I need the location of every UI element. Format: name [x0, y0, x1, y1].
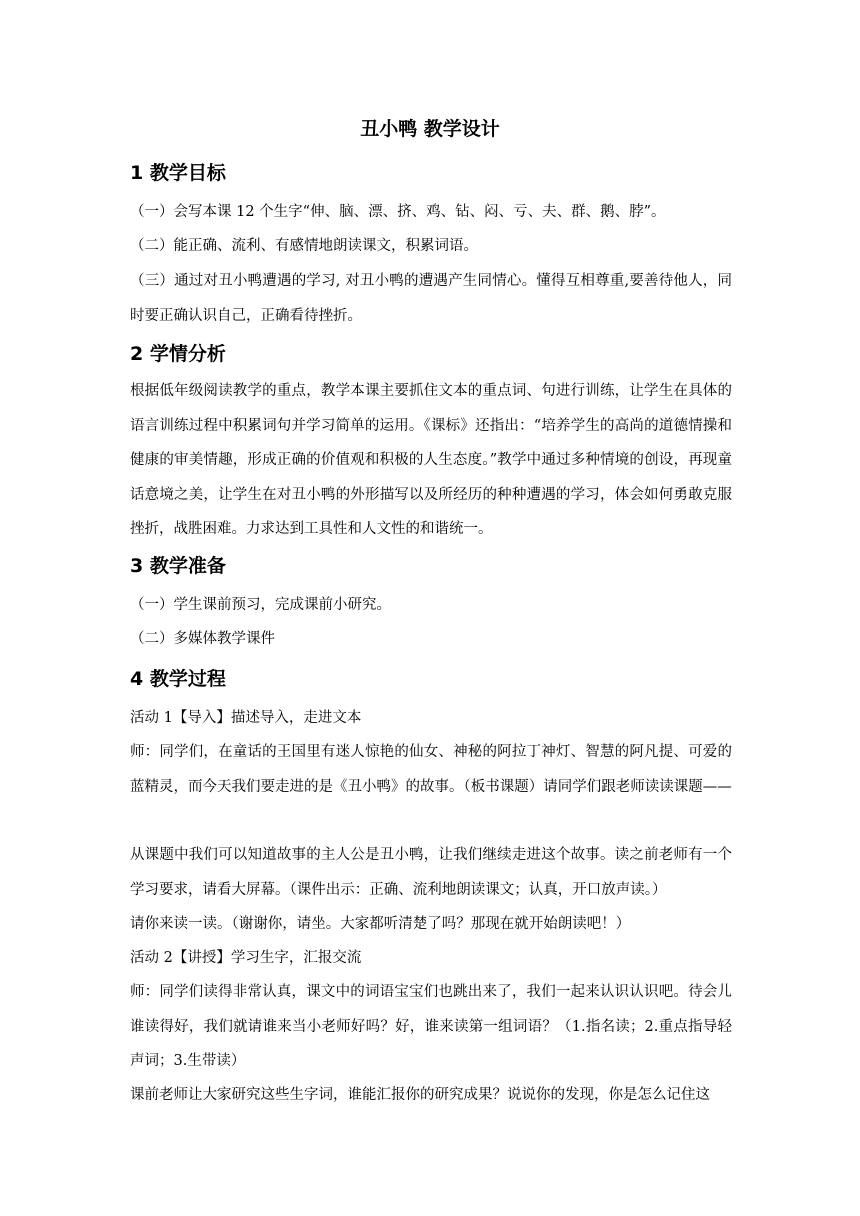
analysis-paragraph: 根据低年级阅读教学的重点，教学本课主要抓住文本的重点词、句进行训练，让学生在具体的语言训练过程中积累词句并学习简单的运用。《课标》还指出：“培养学生的高尚的道德情操和健康的审美情趣，形成正确的价值观和积极的人生态度。”教学中通过多种情境的创设，再现童话意境之美，让学生在对丑小鸭的外形描写以及所经历的种种遭遇的学习，体会如何勇敢克服挫折，战胜困难。力求达到工具性和人文性的和谐统一。 [130, 383, 732, 537]
process-paragraph: 课前老师让大家研究这些生字词，谁能汇报你的研究成果？说说你的发现，你是怎么记住这 [130, 1087, 710, 1103]
section-heading-process: 4 教学过程 [130, 668, 226, 690]
section-heading-analysis: 2 学情分析 [130, 343, 226, 365]
objective-item: （二）能正确、流利、有感情地朗读课文，积累词语。 [130, 238, 478, 254]
preparation-item: （一）学生课前预习，完成课前小研究。 [130, 597, 391, 613]
activity-heading-1: 活动 1【导入】描述导入，走进文本 [130, 710, 362, 726]
objective-item: （一）会写本课 12 个生字“伸、脑、漂、挤、鸡、钻、闷、亏、夫、群、鹅、脖”。 [130, 204, 666, 220]
section-heading-preparation: 3 教学准备 [130, 555, 226, 577]
preparation-item: （二）多媒体教学课件 [130, 631, 275, 647]
objective-item: （三）通过对丑小鸭遭遇的学习, 对丑小鸭的遭遇产生同情心。懂得互相尊重,要善待他人，同时要正确认识自己，正确看待挫折。 [130, 273, 732, 324]
document-title: 丑小鸭 教学设计 [360, 118, 500, 140]
process-paragraph: 从课题中我们可以知道故事的主人公是丑小鸭，让我们继续走进这个故事。读之前老师有一个学习要求，请看大屏幕。（课件出示：正确、流利地朗读课文；认真，开口放声读。） [130, 847, 732, 898]
activity-heading-2: 活动 2【讲授】学习生字，汇报交流 [130, 950, 362, 966]
process-paragraph: 师：同学们读得非常认真，课文中的词语宝宝们也跳出来了，我们一起来认识认识吧。待会儿谁读得好，我们就请谁来当小老师好吗？好，谁来读第一组词语？（1.指名读；2.重点指导轻声词；3.生带读） [130, 984, 732, 1069]
process-paragraph: 师：同学们，在童话的王国里有迷人惊艳的仙女、神秘的阿拉丁神灯、智慧的阿凡提、可爱的蓝精灵，而今天我们要走进的是《丑小鸭》的故事。（板书课题）请同学们跟老师读读课题—— [130, 744, 732, 795]
section-heading-objectives: 1 教学目标 [130, 162, 226, 184]
process-paragraph: 请你来读一读。（谢谢你，请坐。大家都听清楚了吗？那现在就开始朗读吧！） [130, 916, 631, 932]
